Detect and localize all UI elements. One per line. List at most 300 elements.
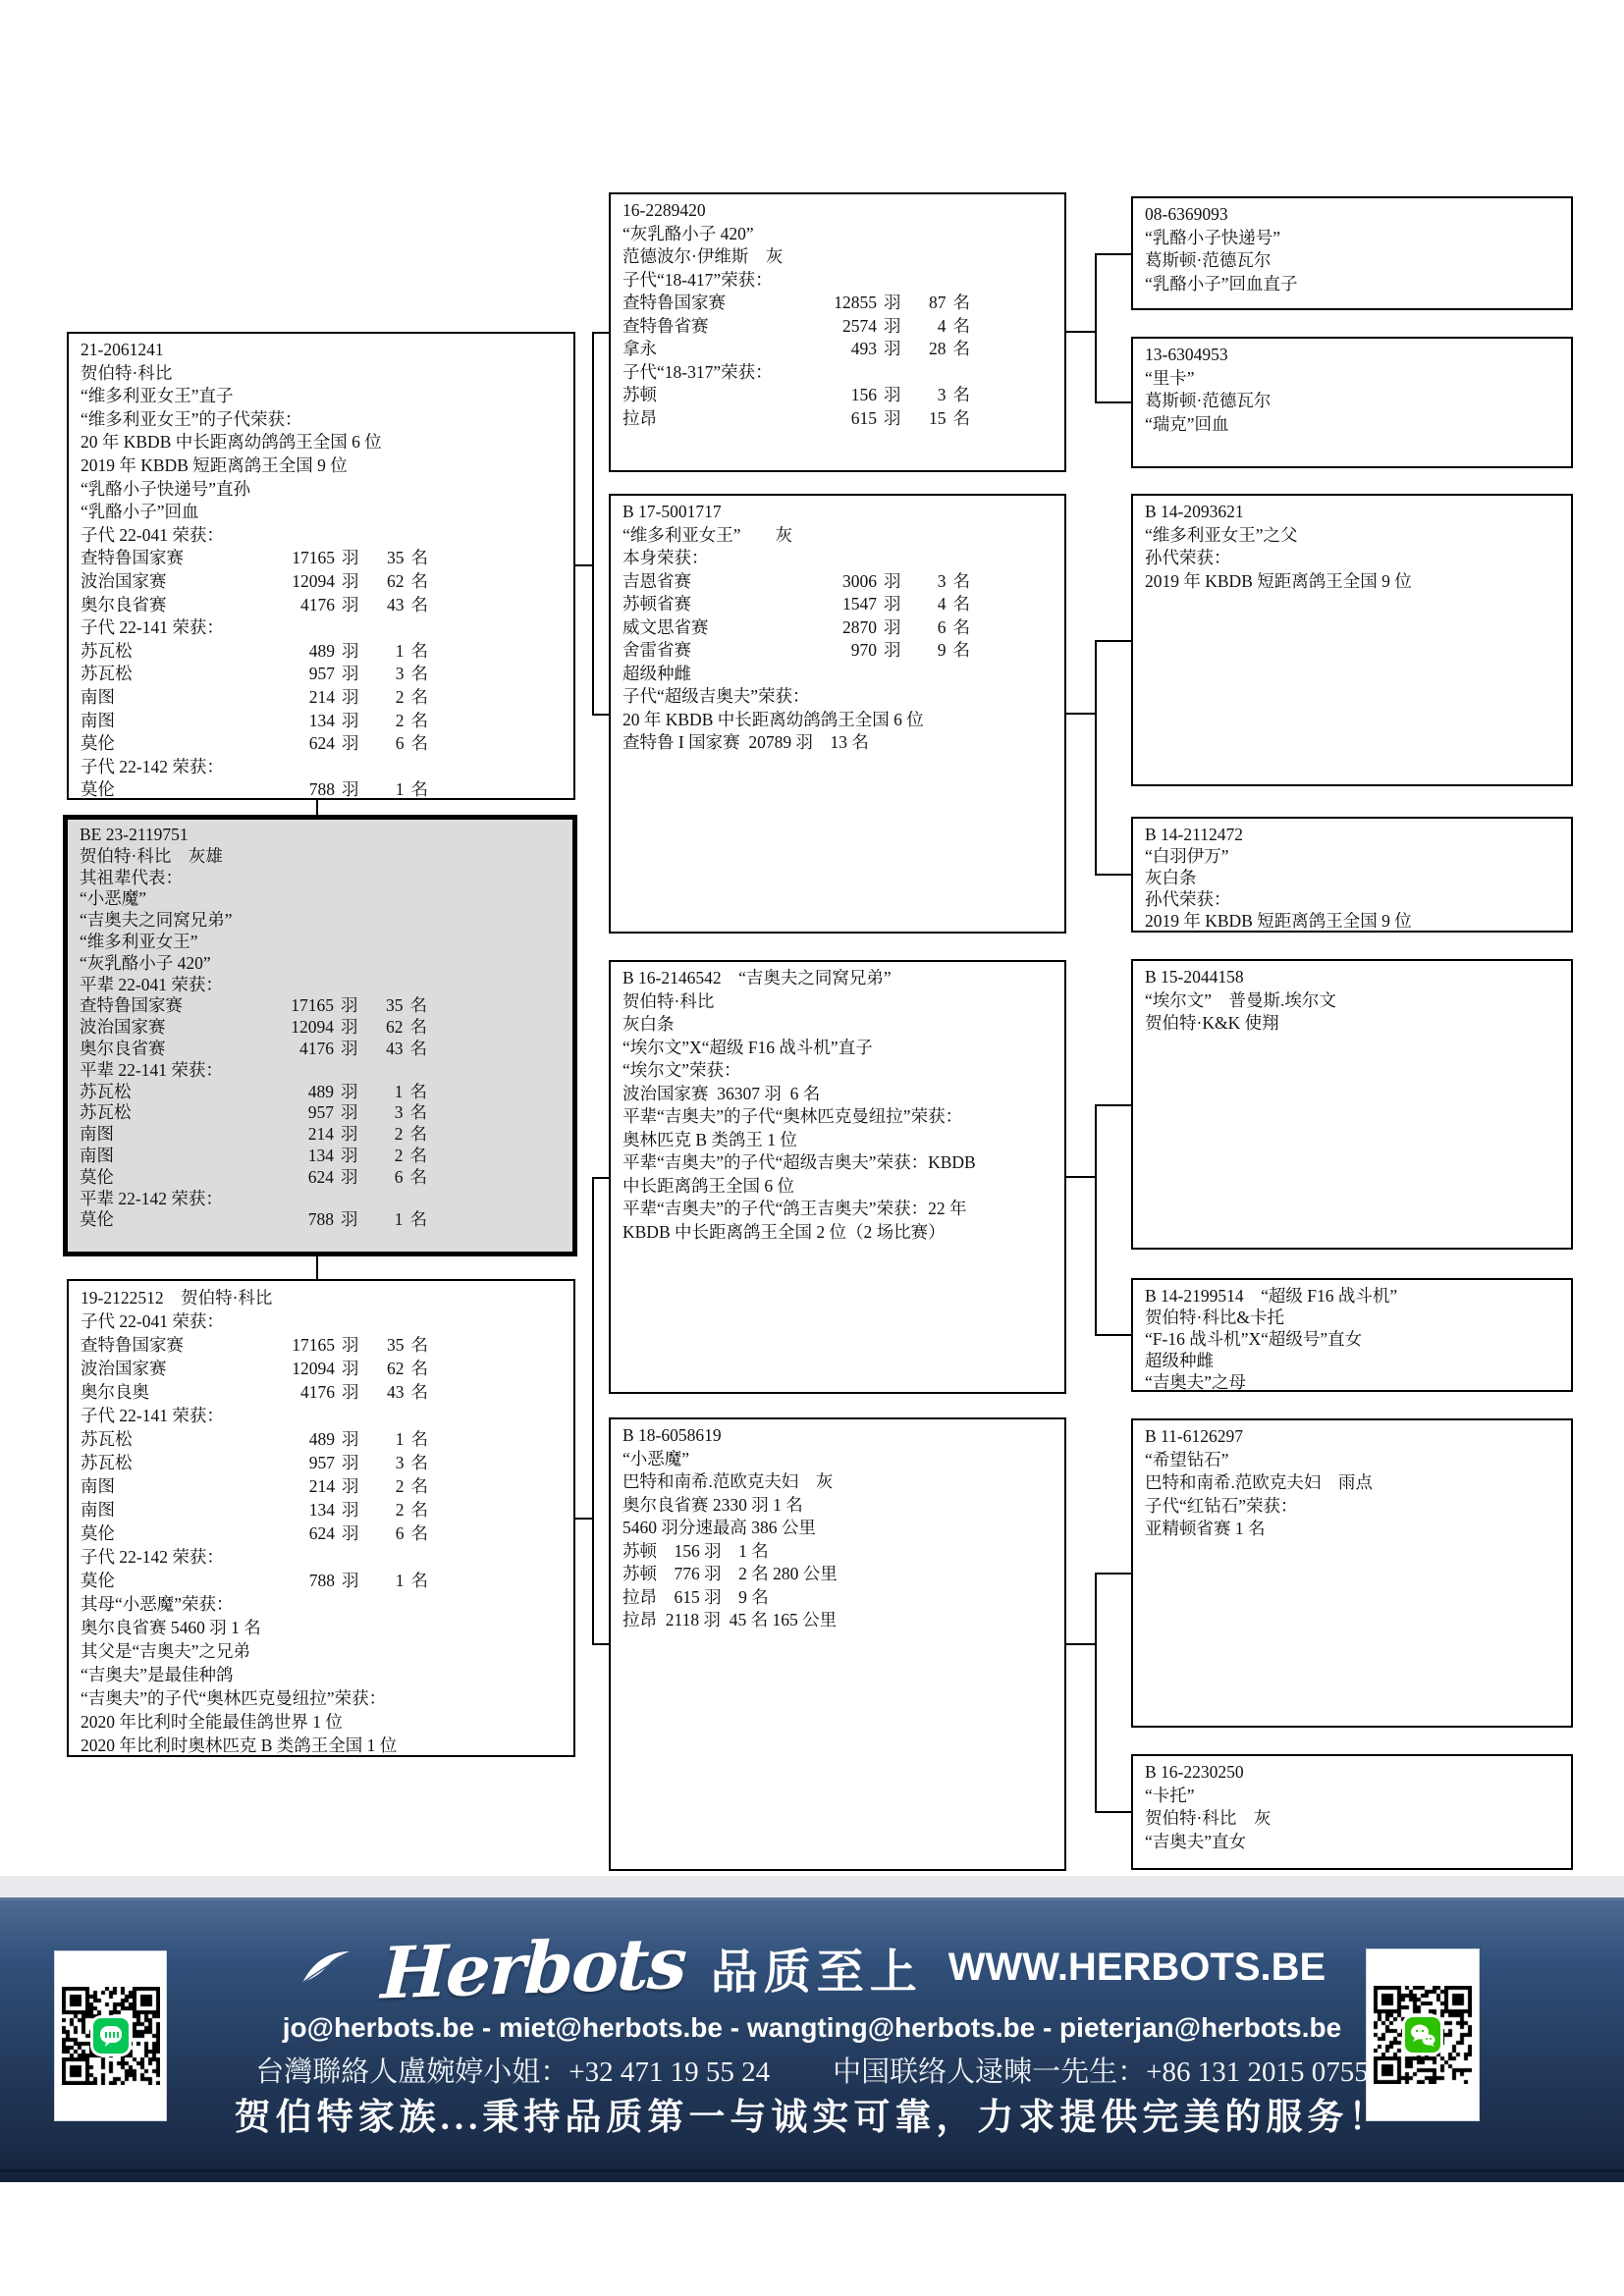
box-line-part: 羽 xyxy=(341,1017,358,1038)
box-line xyxy=(80,1124,427,1146)
box-line: 其父是“吉奥夫”之兄弟 xyxy=(81,1641,251,1661)
box-line-part: 1 xyxy=(395,779,405,800)
pedigree-box-r4 xyxy=(1131,817,1573,933)
box-line-part: 87 xyxy=(929,293,947,312)
box-line-part: 957 xyxy=(307,1102,334,1123)
connector-line xyxy=(1097,401,1131,403)
box-line-part: 羽 xyxy=(342,710,359,730)
box-line xyxy=(81,1380,428,1404)
box-line-part: 624 xyxy=(308,1523,335,1543)
box-line: 灰白条 xyxy=(623,1014,675,1034)
box-line-part: 名 xyxy=(409,1209,427,1230)
box-line xyxy=(80,1102,427,1124)
box-line-part: 苏顿 xyxy=(623,385,657,404)
box-line: 平辈 22-141 荣获： xyxy=(80,1059,223,1080)
pedigree-box-r6 xyxy=(1131,1278,1573,1392)
box-line xyxy=(623,616,970,640)
pedigree-box-r7 xyxy=(1131,1418,1573,1728)
box-line-part: 羽 xyxy=(341,995,358,1016)
box-line-part: 43 xyxy=(386,1038,404,1058)
box-line-part: 莫伦 xyxy=(80,1166,114,1187)
box-line-part: 2 xyxy=(395,1500,405,1520)
box-line-part: 名 xyxy=(409,1017,427,1038)
box-line-part: 3 xyxy=(395,1453,405,1472)
box-line: 20 年 KBDB 中长距离幼鸽鸽王全国 6 位 xyxy=(623,709,924,729)
box-line-part: 名 xyxy=(410,779,428,800)
box-line: 20 年 KBDB 中长距离幼鸽鸽王全国 6 位 xyxy=(81,432,382,453)
contact-phones xyxy=(0,2050,1624,2090)
contact-taiwan: 台灣聯絡人盧婉婷小姐：+32 471 19 55 24 xyxy=(255,2056,771,2088)
box-line-part: 苏瓦松 xyxy=(80,1102,132,1123)
box-line-part: 2870 xyxy=(842,616,877,637)
box-line-part: 43 xyxy=(387,594,405,614)
footer-slogan: 贺伯特家族...秉持品质第一与诚实可靠，力求提供完美的服务！ xyxy=(234,2098,1390,2138)
box-line: 16-2289420 xyxy=(623,200,706,220)
box-line xyxy=(80,1082,427,1103)
box-line: B 16-2230250 xyxy=(1145,1762,1244,1782)
box-line: 平辈“吉奥夫”的子代“超级吉奥夫”荣获：KBDB xyxy=(623,1152,976,1172)
connector-line xyxy=(1066,713,1095,715)
box-line xyxy=(80,1209,427,1231)
box-line-part: 12094 xyxy=(292,1359,335,1378)
box-line xyxy=(81,547,428,570)
box-line-part: 羽 xyxy=(884,594,901,614)
box-line-part: 羽 xyxy=(884,616,901,637)
box-line: 5460 羽分速最高 386 公里 xyxy=(623,1518,816,1537)
box-line xyxy=(623,338,970,361)
connector-line xyxy=(316,800,318,817)
box-line-part: 羽 xyxy=(342,1476,359,1496)
box-line: 查特鲁 I 国家赛 20789 羽 13 名 xyxy=(623,732,869,752)
box-line: 葛斯顿·范德瓦尔 xyxy=(1145,391,1272,410)
box-line: 奥尔良省赛 2330 羽 1 名 xyxy=(623,1494,803,1515)
box-line: 孙代荣获： xyxy=(1145,889,1231,909)
box-line-part: 6 xyxy=(394,1166,404,1187)
box-line-part: 6 xyxy=(937,616,947,637)
pedigree-box-r3 xyxy=(1131,494,1573,786)
box-line: “埃尔文”X“超级 F16 战斗机”直子 xyxy=(623,1037,873,1057)
box-line-part: 苏瓦松 xyxy=(81,640,133,661)
box-line-part: 查特鲁国家赛 xyxy=(80,995,183,1016)
box-line-part: 羽 xyxy=(884,339,901,358)
box-line xyxy=(81,1474,428,1498)
box-line: 子代 22-141 荣获： xyxy=(81,617,224,638)
connector-line xyxy=(592,332,594,716)
box-line-part: 3 xyxy=(395,664,405,684)
box-line: 平辈 22-041 荣获： xyxy=(80,974,223,994)
box-line-part: 羽 xyxy=(884,293,901,312)
box-line-part: 12094 xyxy=(291,1017,334,1038)
box-line: “里卡” xyxy=(1145,367,1195,388)
box-line: 2020 年比利时奥林匹克 B 类鸽王全国 1 位 xyxy=(81,1735,398,1755)
box-line-part: 名 xyxy=(410,710,428,730)
connector-line xyxy=(594,714,609,716)
box-line: 19-2122512 贺伯特·科比 xyxy=(81,1288,273,1308)
box-line-part: 214 xyxy=(307,1124,334,1145)
box-line-part: 名 xyxy=(410,594,428,614)
box-line-part: 羽 xyxy=(342,1453,359,1472)
box-line-part: 南图 xyxy=(81,686,115,707)
box-line-part: 羽 xyxy=(884,407,901,428)
box-line: 波治国家赛 36307 羽 6 名 xyxy=(623,1083,821,1103)
box-line-part: 莫伦 xyxy=(81,1523,115,1543)
box-line-part: 489 xyxy=(307,1081,334,1101)
box-line-part: 788 xyxy=(308,1571,335,1590)
box-line xyxy=(623,570,970,594)
box-line-part: 名 xyxy=(409,995,427,1016)
box-line-part: 羽 xyxy=(884,570,901,591)
box-line-part: 1 xyxy=(395,1571,405,1590)
box-line: B 11-6126297 xyxy=(1145,1426,1243,1446)
connector-line xyxy=(1097,640,1131,642)
box-line: 平辈“吉奥夫”的子代“奥林匹克曼纽拉”荣获： xyxy=(623,1106,963,1126)
box-line-part: 羽 xyxy=(342,570,359,591)
box-line-part: 查特鲁国家赛 xyxy=(81,548,184,568)
box-line-part: 羽 xyxy=(884,385,901,404)
pedigree-box-r5 xyxy=(1131,959,1573,1250)
connector-line xyxy=(1095,1573,1097,1813)
box-line: 子代“18-417”荣获： xyxy=(623,269,773,290)
box-line: 21-2061241 xyxy=(81,340,164,359)
box-line-part: 名 xyxy=(410,1500,428,1520)
box-line xyxy=(623,384,970,407)
connector-line xyxy=(1095,640,1097,876)
connector-line xyxy=(1097,253,1131,255)
box-line: 苏顿 156 羽 1 名 xyxy=(623,1540,769,1561)
box-line-part: 羽 xyxy=(341,1038,358,1058)
box-line-part: 名 xyxy=(952,640,970,660)
box-line xyxy=(80,1146,427,1167)
website-url: WWW.HERBOTS.BE xyxy=(947,1945,1326,1989)
box-line xyxy=(81,640,428,664)
box-line-part: 名 xyxy=(409,1102,427,1123)
box-line-part: 2 xyxy=(394,1145,404,1165)
box-line-part: 羽 xyxy=(341,1145,358,1165)
box-line-part: 6 xyxy=(395,733,405,754)
box-line: “F-16 战斗机”X“超级号”直女 xyxy=(1145,1329,1363,1349)
box-line-part: 查特鲁国家赛 xyxy=(623,293,726,312)
connector-line xyxy=(1095,1104,1097,1336)
box-line-part: 489 xyxy=(308,1429,335,1449)
box-line-part: 羽 xyxy=(342,1500,359,1520)
box-line: 贺伯特·K&K 使翔 xyxy=(1145,1013,1279,1033)
box-line-part: 62 xyxy=(386,1017,404,1038)
box-line: 2019 年 KBDB 短距离鸽王全国 9 位 xyxy=(1145,570,1412,591)
box-line: “乳酪小子”回血直子 xyxy=(1145,273,1298,294)
box-line-part: 南图 xyxy=(81,1476,115,1496)
box-line xyxy=(81,1498,428,1522)
box-line: 子代 22-041 荣获： xyxy=(81,524,224,545)
box-line-part: 苏顿省赛 xyxy=(623,594,691,614)
box-line-part: 名 xyxy=(410,570,428,591)
box-line-part: 羽 xyxy=(342,664,359,684)
box-line-part: 名 xyxy=(952,315,970,336)
box-line-part: 957 xyxy=(308,1453,335,1472)
pedigree-box-r8 xyxy=(1131,1754,1573,1870)
box-line-part: 羽 xyxy=(342,1335,359,1355)
box-line xyxy=(81,778,428,800)
box-line: 巴特和南希.范欧克夫妇 雨点 xyxy=(1145,1472,1373,1492)
box-line: 子代 22-142 荣获： xyxy=(81,1547,224,1567)
box-line-part: 名 xyxy=(410,1359,428,1378)
box-line-part: 南图 xyxy=(81,710,115,730)
box-line: 贺伯特·科比 灰 xyxy=(1145,1808,1272,1828)
box-line: 子代 22-041 荣获： xyxy=(81,1311,224,1331)
box-line: B 16-2146542 “吉奥夫之同窝兄弟” xyxy=(623,968,892,988)
box-line: B 14-2112472 xyxy=(1145,825,1243,844)
box-line: 葛斯顿·范德瓦尔 xyxy=(1145,250,1272,270)
box-line: 08-6369093 xyxy=(1145,204,1228,224)
box-line-part: 62 xyxy=(387,1359,405,1378)
box-line: B 15-2044158 xyxy=(1145,967,1244,987)
box-line xyxy=(623,593,970,616)
box-line-part: 名 xyxy=(952,407,970,428)
box-line-part: 3 xyxy=(394,1102,404,1123)
box-line: “维多利亚女王” xyxy=(80,931,198,951)
box-line-part: 12094 xyxy=(292,570,335,591)
box-line: “吉奥夫”之母 xyxy=(1145,1372,1247,1392)
box-line: 本身荣获： xyxy=(623,548,709,567)
box-line-part: 2 xyxy=(395,1476,405,1496)
connector-line xyxy=(1097,1573,1131,1575)
box-line-part: 名 xyxy=(409,1124,427,1145)
box-line-part: 羽 xyxy=(342,594,359,614)
box-line: 拉昂 2118 羽 45 名 165 公里 xyxy=(623,1610,838,1629)
box-line-part: 名 xyxy=(952,616,970,637)
box-line-part: 名 xyxy=(410,1429,428,1449)
box-line-part: 羽 xyxy=(342,1382,359,1402)
box-line-part: 134 xyxy=(308,710,335,730)
box-line-part: 舍雷省赛 xyxy=(623,640,691,660)
box-line: 2019 年 KBDB 短距离鸽王全国 9 位 xyxy=(81,454,348,475)
box-line-part: 拉昂 xyxy=(623,407,657,428)
box-line: “瑞克”回血 xyxy=(1145,413,1229,434)
pedigree-box-m2 xyxy=(609,494,1066,934)
box-line-part: 羽 xyxy=(342,1359,359,1378)
connector-line xyxy=(1097,874,1131,876)
box-line-part: 莫伦 xyxy=(81,733,115,754)
box-line-part: 2 xyxy=(395,686,405,707)
box-line: “吉奥夫”的子代“奥林匹克曼纽拉”荣获： xyxy=(81,1688,387,1708)
box-line: “维多利亚女王” 灰 xyxy=(623,524,793,545)
box-line: KBDB 中长距离鸽王全国 2 位（2 场比赛） xyxy=(623,1221,946,1242)
feather-icon xyxy=(298,1948,355,1987)
box-line: 贺伯特·科比 xyxy=(623,990,715,1011)
box-line-part: 788 xyxy=(308,779,335,800)
box-line: 超级种雌 xyxy=(1145,1351,1214,1370)
box-line-part: 名 xyxy=(410,640,428,661)
connector-line xyxy=(594,1177,609,1179)
box-line-part: 名 xyxy=(952,594,970,614)
box-line: B 14-2093621 xyxy=(1145,502,1244,521)
box-line-part: 214 xyxy=(308,686,335,707)
box-line: 子代“红钻石”荣获： xyxy=(1145,1495,1298,1516)
box-line-part: 134 xyxy=(307,1145,334,1165)
box-line xyxy=(623,315,970,339)
connector-line xyxy=(592,1177,594,1645)
box-line xyxy=(81,1522,428,1545)
box-line-part: 名 xyxy=(409,1145,427,1165)
box-line-part: 489 xyxy=(308,640,335,661)
footer-top-strip xyxy=(0,1876,1624,1897)
box-line xyxy=(81,1427,428,1451)
box-line-part: 波治国家赛 xyxy=(81,570,167,591)
box-line-part: 羽 xyxy=(884,640,901,660)
box-line-part: 2 xyxy=(395,710,405,730)
box-line-part: 羽 xyxy=(341,1081,358,1101)
box-line: 平辈 22-142 荣获： xyxy=(80,1188,223,1208)
box-line xyxy=(81,686,428,710)
box-line: 巴特和南希.范欧克夫妇 灰 xyxy=(623,1471,834,1491)
box-line: 奥林匹克 B 类鸽王 1 位 xyxy=(623,1129,797,1149)
connector-line xyxy=(1097,1334,1131,1336)
box-line-part: 羽 xyxy=(342,1429,359,1449)
box-line xyxy=(80,1167,427,1189)
box-line-part: 奥尔良省赛 xyxy=(81,594,167,614)
connector-line xyxy=(1066,1176,1095,1178)
box-line-part: 羽 xyxy=(342,1571,359,1590)
box-line-part: 苏瓦松 xyxy=(81,1429,133,1449)
box-line-part: 957 xyxy=(308,664,335,684)
pedigree-box-r2 xyxy=(1131,337,1573,468)
box-line-part: 3006 xyxy=(842,570,877,591)
box-line-part: 羽 xyxy=(342,733,359,754)
box-line-part: 名 xyxy=(952,570,970,591)
box-line: BE 23-2119751 xyxy=(80,825,189,844)
pedigree-box-m1 xyxy=(609,192,1066,472)
box-line-part: 奥尔良省赛 xyxy=(80,1038,166,1058)
box-line: “吉奥夫”直女 xyxy=(1145,1831,1247,1851)
pedigree-box-m3 xyxy=(609,960,1066,1394)
box-line-part: 6 xyxy=(395,1523,405,1543)
box-line-part: 35 xyxy=(387,548,405,568)
box-line-part: 名 xyxy=(410,1453,428,1472)
box-line-part: 493 xyxy=(850,339,877,358)
box-line-part: 波治国家赛 xyxy=(81,1359,167,1378)
box-line-part: 1547 xyxy=(842,594,877,614)
connector-line xyxy=(1095,253,1097,403)
connector-line xyxy=(316,1255,318,1280)
box-line: “维多利亚女王”直子 xyxy=(81,386,234,406)
box-line-part: 名 xyxy=(410,1571,428,1590)
contact-emails: jo@herbots.be - miet@herbots.be - wangting@herbots.be - pieterjan@herbots.be xyxy=(282,2012,1342,2043)
box-line xyxy=(81,1569,428,1592)
box-line xyxy=(80,1017,427,1039)
box-line xyxy=(81,570,428,594)
box-line-part: 名 xyxy=(952,293,970,312)
box-line xyxy=(81,1451,428,1474)
box-line: 灰白条 xyxy=(1145,868,1197,887)
box-line: 贺伯特·科比 灰雄 xyxy=(80,845,223,866)
box-line-part: 羽 xyxy=(341,1102,358,1123)
box-line-part: 4 xyxy=(937,315,947,336)
box-line: 苏顿 776 羽 2 名 280 公里 xyxy=(623,1564,838,1583)
box-line-part: 名 xyxy=(952,339,970,358)
box-line xyxy=(81,663,428,686)
connector-line xyxy=(1066,331,1095,333)
box-line-part: 名 xyxy=(409,1038,427,1058)
box-line: 平辈“吉奥夫”的子代“鸽王吉奥夫”荣获：22 年 xyxy=(623,1199,967,1218)
box-line-part: 35 xyxy=(387,1335,405,1355)
box-line: “埃尔文”荣获： xyxy=(623,1060,741,1080)
box-line: 拉昂 615 羽 9 名 xyxy=(623,1586,769,1607)
box-line-part: 名 xyxy=(410,548,428,568)
box-line: 13-6304953 xyxy=(1145,345,1228,364)
box-line-part: 威文思省赛 xyxy=(623,616,709,637)
brand-tagline: 品质至上 xyxy=(710,1946,923,1999)
box-line-part: 查特鲁省赛 xyxy=(623,315,709,336)
box-line-part: 南图 xyxy=(81,1500,115,1520)
connector-line xyxy=(594,332,609,334)
box-line: “灰乳酪小子 420” xyxy=(80,952,211,973)
box-line: “希望钻石” xyxy=(1145,1449,1229,1469)
box-line: 贺伯特·科比&卡托 xyxy=(1145,1308,1284,1327)
box-line xyxy=(623,639,970,663)
box-line-part: 4176 xyxy=(300,594,335,614)
box-line: 子代 22-141 荣获： xyxy=(81,1406,224,1425)
box-line-part: 名 xyxy=(410,1476,428,1496)
box-line xyxy=(81,710,428,733)
box-line: 奥尔良省赛 5460 羽 1 名 xyxy=(81,1618,261,1637)
box-line-part: 4176 xyxy=(299,1038,334,1058)
connector-line xyxy=(1097,1811,1131,1813)
box-line xyxy=(81,732,428,756)
box-line-part: 名 xyxy=(410,1335,428,1355)
box-line-part: 17165 xyxy=(291,995,334,1016)
box-line: 2019 年 KBDB 短距离鸽王全国 9 位 xyxy=(1145,911,1412,931)
box-line-part: 名 xyxy=(410,664,428,684)
box-line: “小恶魔” xyxy=(623,1448,690,1468)
box-line xyxy=(80,995,427,1017)
box-line: 超级种雌 xyxy=(623,663,691,683)
box-line-part: 名 xyxy=(952,385,970,404)
box-line: “灰乳酪小子 420” xyxy=(623,223,754,243)
box-line-part: 624 xyxy=(307,1166,334,1187)
box-line: “吉奥夫”是最佳种鸽 xyxy=(81,1665,234,1684)
box-line-part: 名 xyxy=(409,1081,427,1101)
box-line-part: 拿永 xyxy=(623,339,657,358)
box-line: 子代“超级吉奥夫”荣获： xyxy=(623,686,810,706)
box-line-part: 南图 xyxy=(80,1124,114,1145)
box-line: 2020 年比利时全能最佳鸽世界 1 位 xyxy=(81,1712,343,1732)
box-line: 其母“小恶魔”荣获： xyxy=(81,1594,234,1614)
box-line-part: 156 xyxy=(850,385,877,404)
box-line-part: 12855 xyxy=(834,293,877,312)
box-line-part: 1 xyxy=(395,1429,405,1449)
contact-china: 中国联络人逯暕一先生：+86 131 2015 0755 xyxy=(833,2056,1369,2088)
box-line: 范德波尔·伊维斯 灰 xyxy=(623,246,784,266)
pedigree-box-subject xyxy=(63,815,577,1256)
box-line-part: 788 xyxy=(307,1209,334,1230)
box-line-part: 615 xyxy=(850,407,877,428)
box-line-part: 名 xyxy=(409,1166,427,1187)
box-line: 孙代荣获： xyxy=(1145,548,1231,567)
box-line-part: 名 xyxy=(410,1382,428,1402)
box-line: 亚精顿省赛 1 名 xyxy=(1145,1519,1266,1538)
box-line-part: 吉恩省赛 xyxy=(623,570,691,591)
box-line-part: 214 xyxy=(308,1476,335,1496)
pedigree-box-sire xyxy=(67,332,575,800)
box-line-part: 134 xyxy=(308,1500,335,1520)
box-line-part: 羽 xyxy=(342,640,359,661)
box-line-part: 名 xyxy=(410,733,428,754)
connector-line xyxy=(594,1643,609,1645)
box-line-part: 羽 xyxy=(342,548,359,568)
box-line-part: 3 xyxy=(937,570,947,591)
box-line xyxy=(81,1333,428,1357)
box-line-part: 28 xyxy=(929,339,947,358)
box-line: 中长距离鸽王全国 6 位 xyxy=(623,1175,794,1196)
